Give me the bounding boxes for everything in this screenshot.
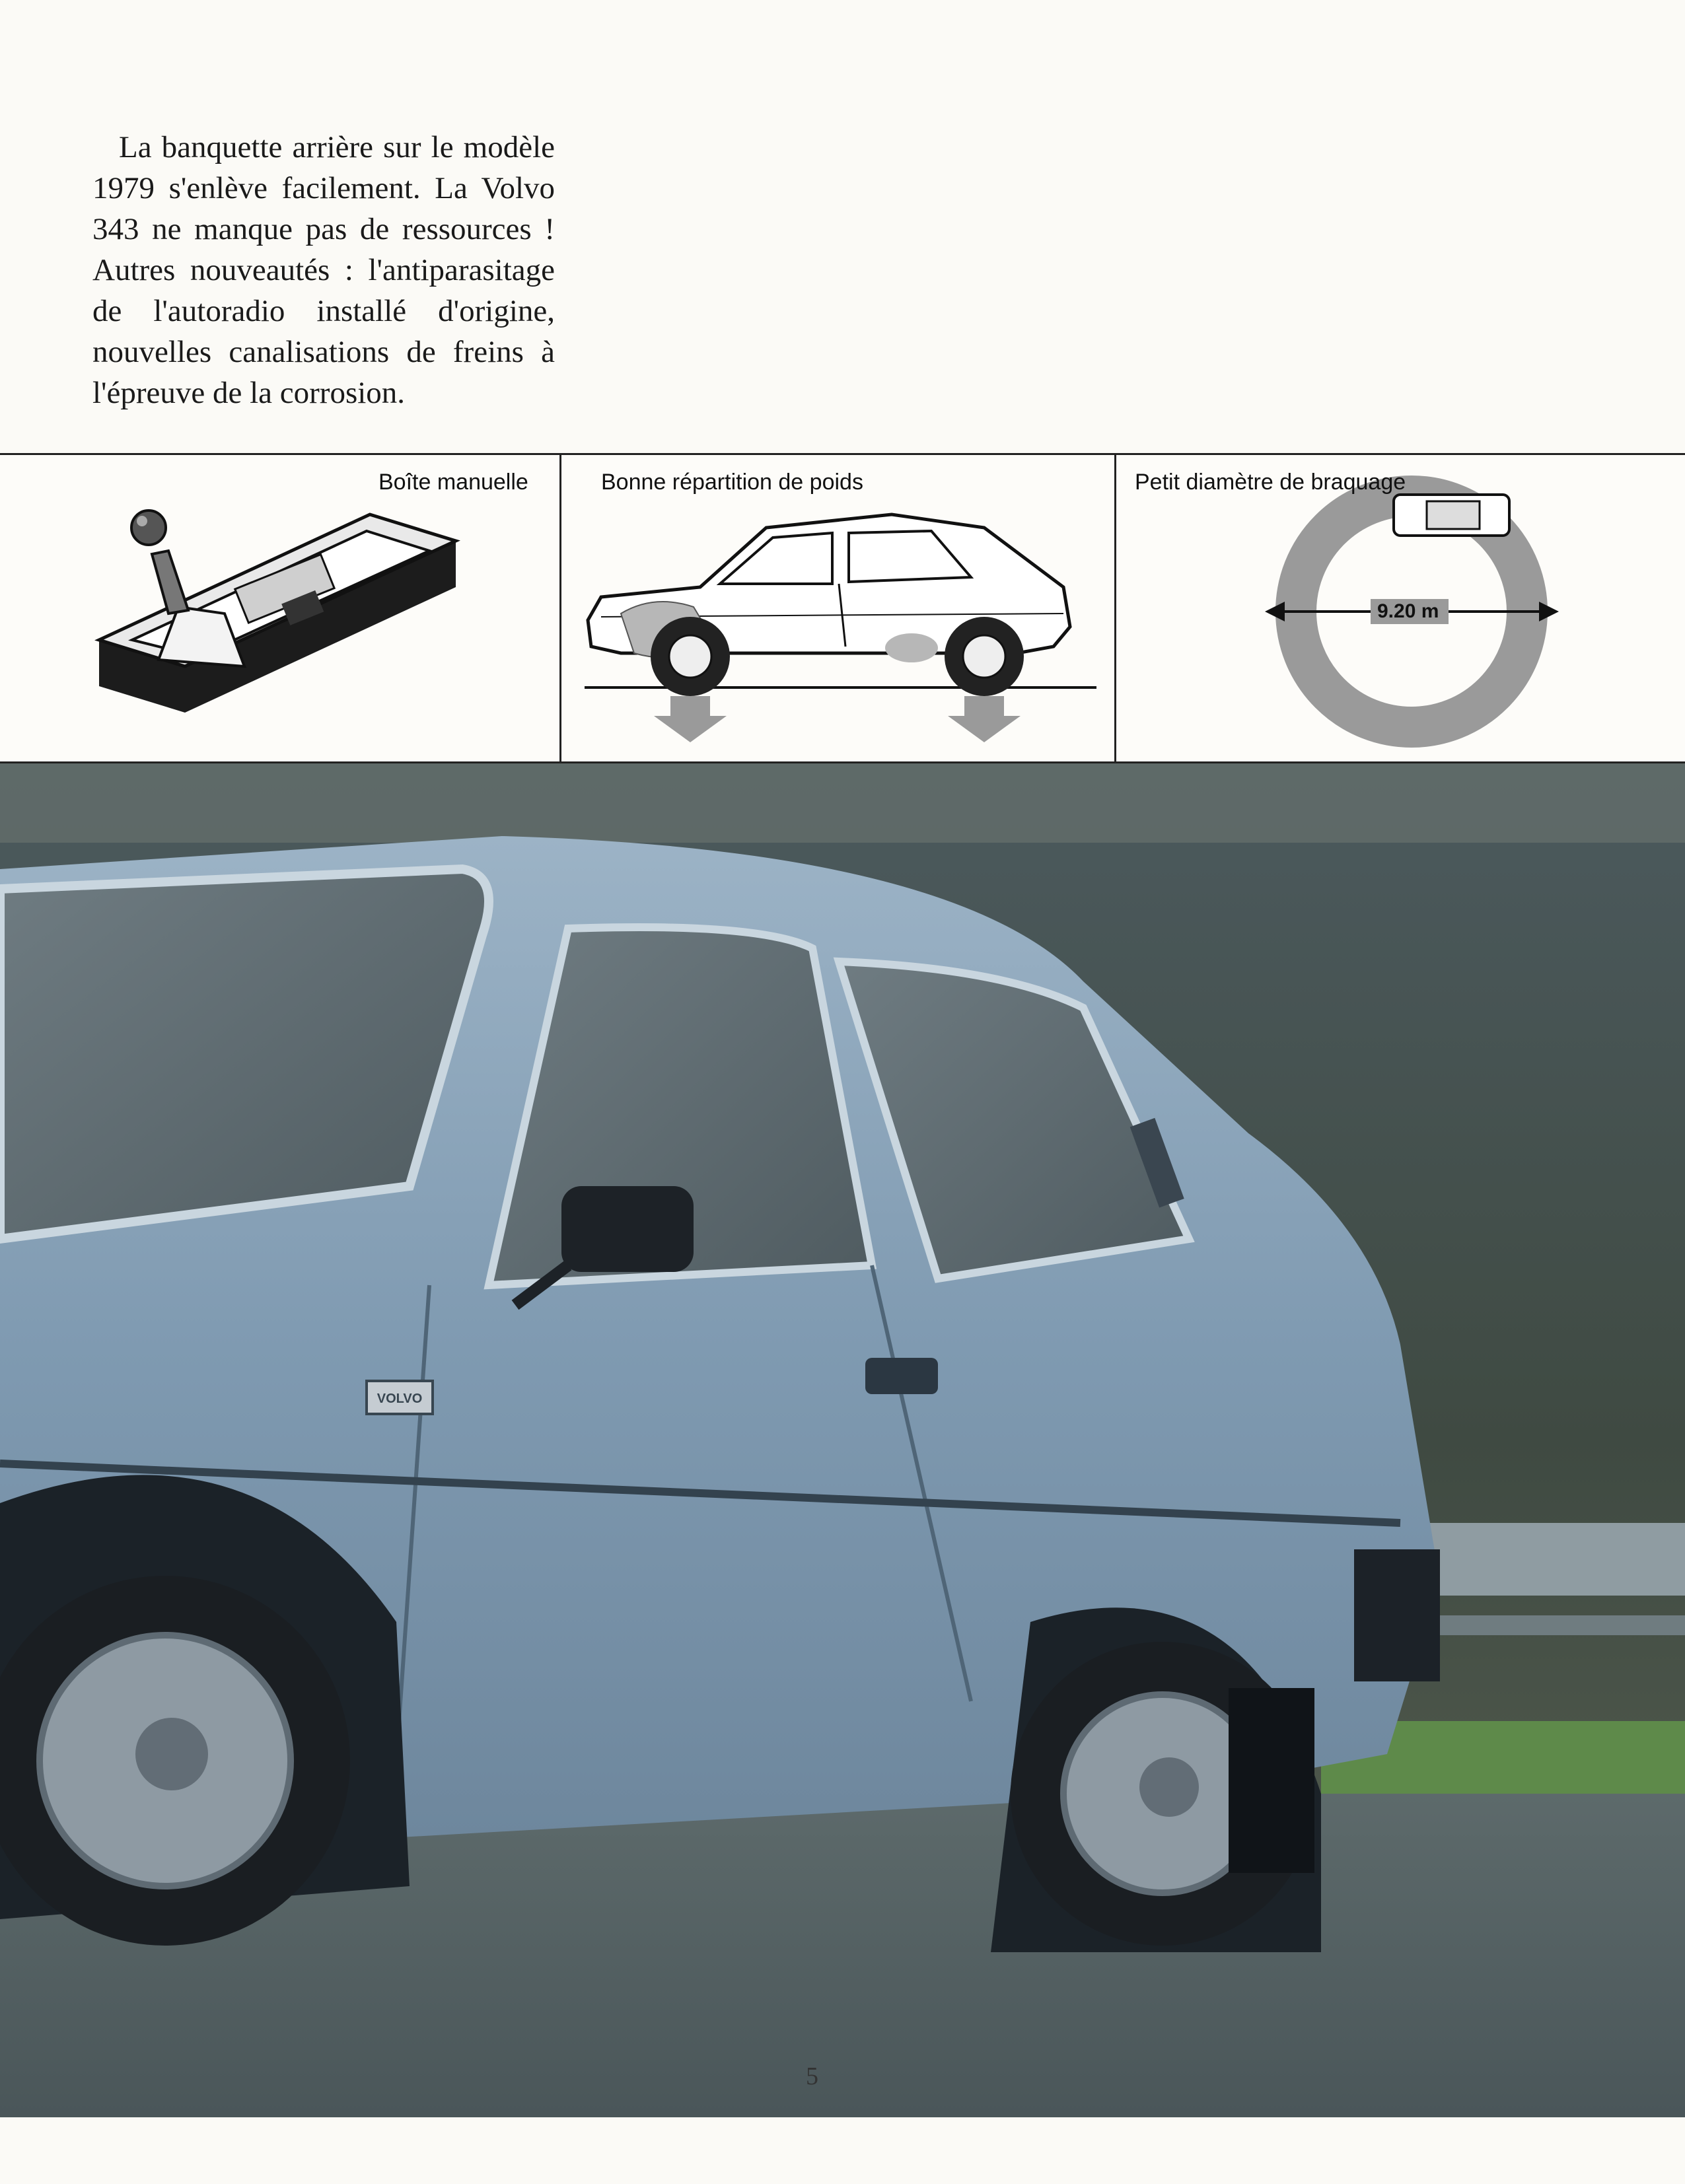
volvo-343-photo (0, 763, 1685, 2117)
panel-gearbox (0, 455, 559, 761)
feature-strip (0, 453, 1685, 763)
car-photo (0, 763, 1685, 2117)
volvo-badge: VOLVO (376, 1391, 423, 1406)
panel-turning (1114, 455, 1685, 761)
panel-weight-label: Bonne répartition de poids (601, 470, 863, 495)
panel-gearbox-label: Boîte manuelle (378, 470, 528, 495)
panel-turning-label: Petit diamètre de braquage (1135, 470, 1406, 495)
turning-diameter-value: 9.20 m (1377, 600, 1439, 622)
page-number: 5 (806, 2062, 818, 2090)
intro-paragraph: La banquette arrière sur le modèle 1979 s'enlève facilement. La Volvo 343 ne manque pas de ressources ! Autres nouveautés : l'antiparasitage de l'autoradio installé d'origine, nouvelles canalisations de freins à l'épreuve de la corrosion. (92, 130, 555, 410)
gearbox-illustration (0, 455, 559, 761)
car-side-diagram (561, 455, 1116, 761)
panel-weight (559, 455, 1114, 761)
